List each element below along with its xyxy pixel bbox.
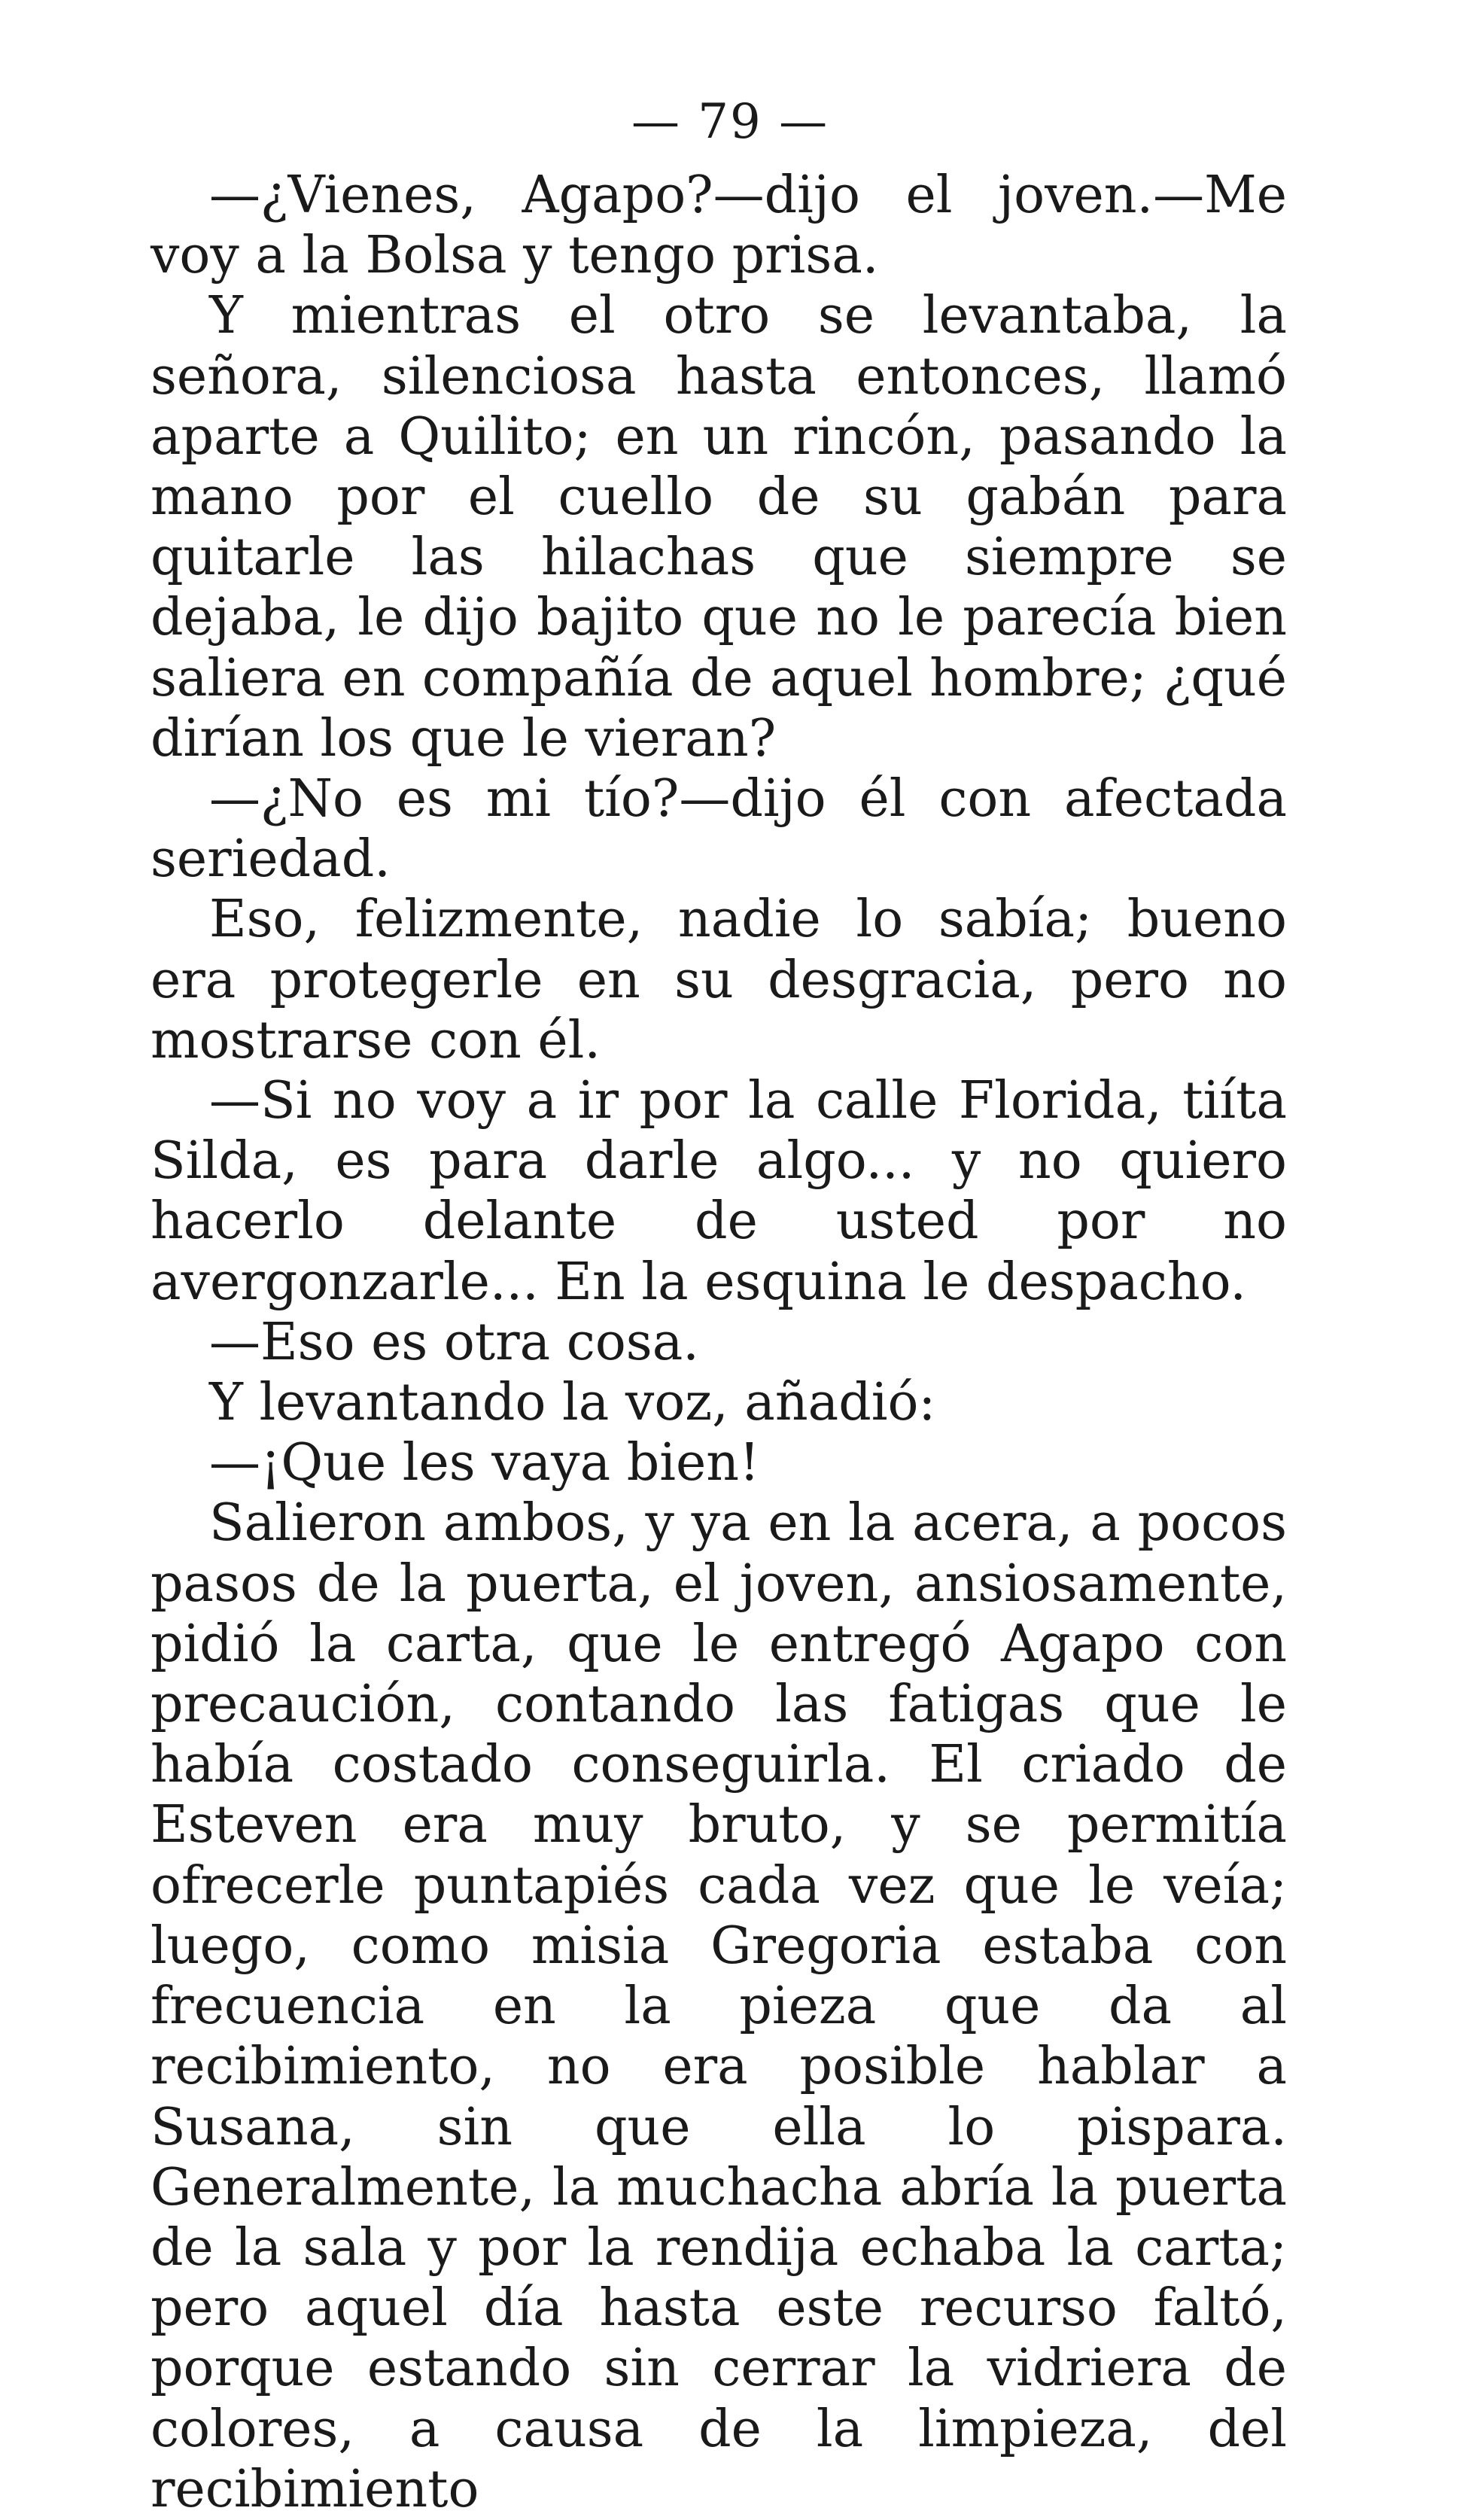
paragraph: —Eso es otra cosa. [209, 1312, 699, 1372]
paragraph: —¿Vienes, Agapo?—dijo el joven.—Me voy a la Bolsa y tengo prisa. [151, 166, 1287, 286]
paragraph: —¡Que les vaya bien! [209, 1433, 760, 1493]
paragraph: Y levantando la voz, añadió: [209, 1373, 936, 1433]
paragraph: —Si no voy a ir por la calle Florida, tiíta Silda, es para darle algo... y no quiero hacerlo delante de usted por no avergonzarle... En la esquina le despacho. [151, 1071, 1287, 1312]
paragraph: Y mientras el otro se levantaba, la señora, silenciosa hasta entonces, llamó aparte a Quilito; en un rincón, pasando la mano por el cuello de su gabán para quitarle las hilachas que siempre se dejaba, le dijo bajito que no le parecía bien saliera en compañía de aquel hombre; ¿qué dirían los que le vieran? [151, 286, 1287, 768]
page-number: — 79 — [631, 94, 829, 150]
paragraph: —¿No es mi tío?—dijo él con afectada seriedad. [151, 769, 1287, 890]
paragraph: Eso, felizmente, nadie lo sabía; bueno era protegerle en su desgracia, pero no mostrarse con él. [151, 890, 1287, 1070]
paragraph: Salieron ambos, y ya en la acera, a pocos pasos de la puerta, el joven, ansiosamente, pidió la carta, que le entregó Agapo con precaución, contando las fatigas que le había costado conseguirla. El criado de Esteven era muy bruto, y se permitía ofrecerle puntapiés cada vez que le veía; luego, como misia Gregoria estaba con frecuencia en la pieza que da al recibimiento, no era posible hablar a Susana, sin que ella lo pispara. Generalmente, la muchacha abría la puerta de la sala y por la rendija echaba la carta; pero aquel día hasta este recurso faltó, porque estando sin cerrar la vidriera de colores, a causa de la limpieza, del recibimiento [151, 1493, 1287, 2519]
body-text [151, 166, 1287, 2520]
